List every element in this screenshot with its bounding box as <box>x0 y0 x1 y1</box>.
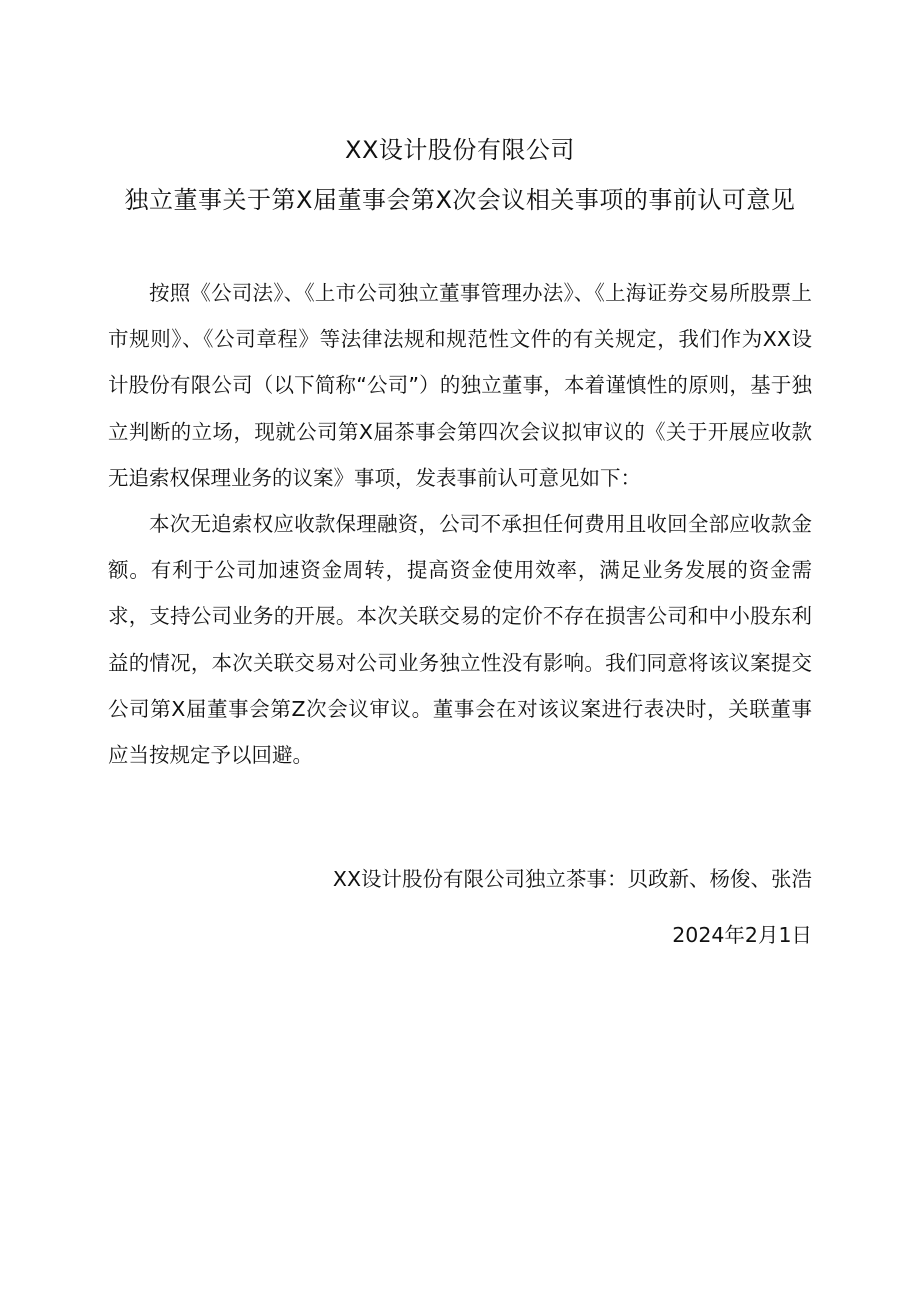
document-subtitle: 独立董事关于第X届董事会第X次会议相关事项的事前认可意见 <box>124 186 796 214</box>
paragraph-opinion: 本次无追索权应收款保理融资，公司不承担任何费用且收回全部应收款金额。有利于公司加速资金周转，提高资金使用效率，满足业务发展的资金需求，支持公司业务的开展。本次关联交易的定价不存在损害公司和中小股东利益的情况，本次关联交易对公司业务独立性没有影响。我们同意将该议案提交公司第X届董事会第Z次会议审议。董事会在对该议案进行表决时，关联董事应当按规定予以回避。 <box>108 512 812 768</box>
document-body <box>108 270 812 778</box>
signature-line: XX设计股份有限公司独立茶事：贝政新、杨俊、张浩 <box>332 867 812 891</box>
document-title: XX设计股份有限公司 <box>345 136 575 164</box>
date-line: 2024年2月1日 <box>672 923 812 947</box>
paragraph-basis: 按照《公司法》、《上市公司独立董事管理办法》、《上海证券交易所股票上市规则》、《公司章程》等法律法规和规范性文件的有关规定，我们作为XX设计股份有限公司（以下简称“公司”）的独立董事，本着谨慎性的原则，基于独立判断的立场，现就公司第X届茶事会第四次会议拟审议的《关于开展应收款无追索权保理业务的议案》事项，发表事前认可意见如下： <box>108 281 812 490</box>
